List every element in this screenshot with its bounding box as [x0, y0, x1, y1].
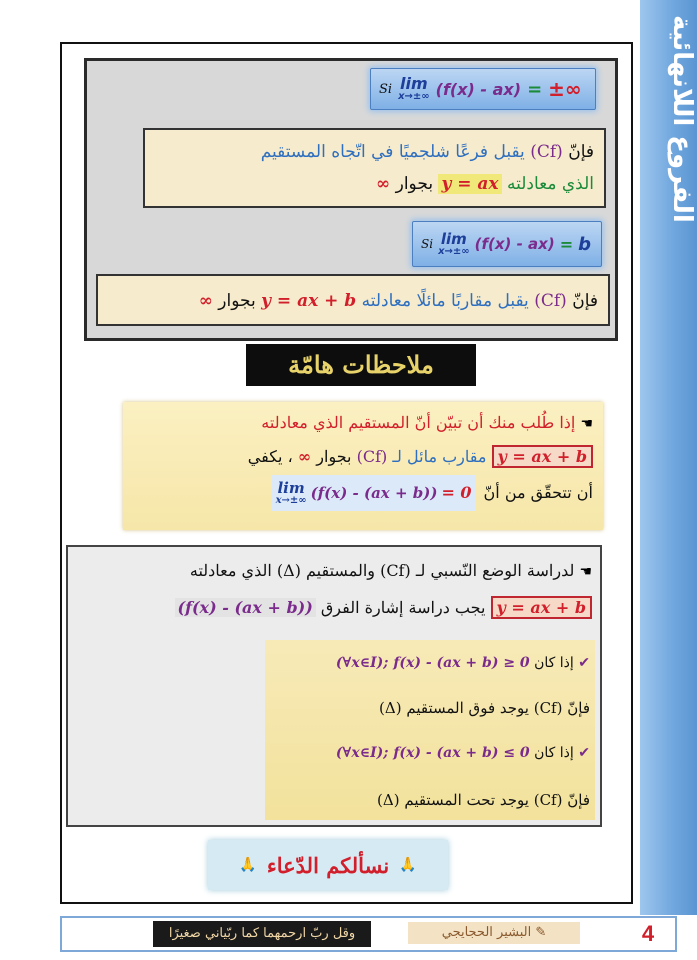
footer-author: ✎ البشير الحجايجي [408, 922, 580, 944]
note2-header: ☚ لدراسة الوضع النّسبي لـ (Cf) والمستقيم (Δ) الذي معادلته y = ax + b يجب دراسة إشارة الفرق (f(x) - (ax + b)) [76, 555, 592, 635]
notes-title: ملاحظات هامّة [246, 344, 476, 386]
closing-text: نسألكم الدّعاء [266, 852, 390, 878]
footer-prayer: وقل ربّ ارحمهما كما ربّياني صغيرًا [153, 921, 371, 947]
side-tab-title: الفروع اللانهائية [667, 15, 697, 223]
equation-y-ax-b: y = ax + b [261, 291, 357, 311]
note2-equation: y = ax + b [491, 596, 592, 619]
si-label: Si [379, 81, 393, 97]
lim-expression: (f(x) - ax) [435, 79, 522, 99]
page-number: 4 [641, 921, 655, 946]
limit-condition-1 [370, 68, 596, 110]
lim-subscript: x→±∞ [398, 91, 430, 102]
note1-equation: y = ax + b [492, 445, 593, 468]
oblique-direction-box: فإنّ (Cf) يقبل فرعًا شلجميًا في اتّجاه المستقيم الذي معادلته y = ax بجوار ∞ [143, 128, 606, 208]
oblique-asymptote-box: فإنّ (Cf) يقبل مقاربًا مائلًا معادلته y = ax + b بجوار ∞ [96, 274, 610, 326]
note-1: ☚ إذا طُلب منك أن تبيّن أنّ المستقيم الذي معادلته y = ax + b مقارب مائل لـ (Cf) بجوار ∞ ، يكفي أن تتحقّق من أنّ lim x→±∞ (f(x) - (ax + b)) = 0 [123, 402, 603, 530]
praying-hands-icon-2: 🙏 [239, 857, 257, 873]
case-2-condition: ✔ إذا كان (∀x∈I); f(x) - (ax + b) ≤ 0 [335, 745, 590, 761]
lim-result: ±∞ [548, 77, 582, 101]
si-label-2: Si [421, 237, 434, 251]
pointing-hand-icon: ☚ [580, 416, 593, 432]
equals-sign: = [527, 78, 543, 100]
checkmark-icon-2: ✔ [578, 745, 590, 761]
cf-label: (Cf) [530, 142, 563, 162]
praying-hands-icon: 🙏 [399, 857, 417, 873]
pointing-hand-icon-2: ☚ [579, 564, 592, 580]
lim-symbol: lim [400, 74, 428, 93]
equation-y-ax: y = ax [438, 174, 501, 194]
difference-expression: (f(x) - (ax + b)) [175, 598, 316, 617]
pen-icon: ✎ [535, 925, 547, 940]
checkmark-icon: ✔ [578, 655, 590, 671]
case-1-condition: ✔ إذا كان (∀x∈I); f(x) - (ax + b) ≥ 0 [335, 655, 590, 671]
note1-limit: lim x→±∞ (f(x) - (ax + b)) = 0 [272, 475, 476, 511]
closing-banner [208, 840, 448, 890]
limit-condition-2: Si lim x→±∞ (f(x) - ax) = b [412, 221, 602, 267]
case-2-result: فإنّ (Cf) يوجد تحت المستقيم (Δ) [377, 791, 590, 809]
case-1-result: فإنّ (Cf) يوجد فوق المستقيم (Δ) [379, 699, 590, 717]
